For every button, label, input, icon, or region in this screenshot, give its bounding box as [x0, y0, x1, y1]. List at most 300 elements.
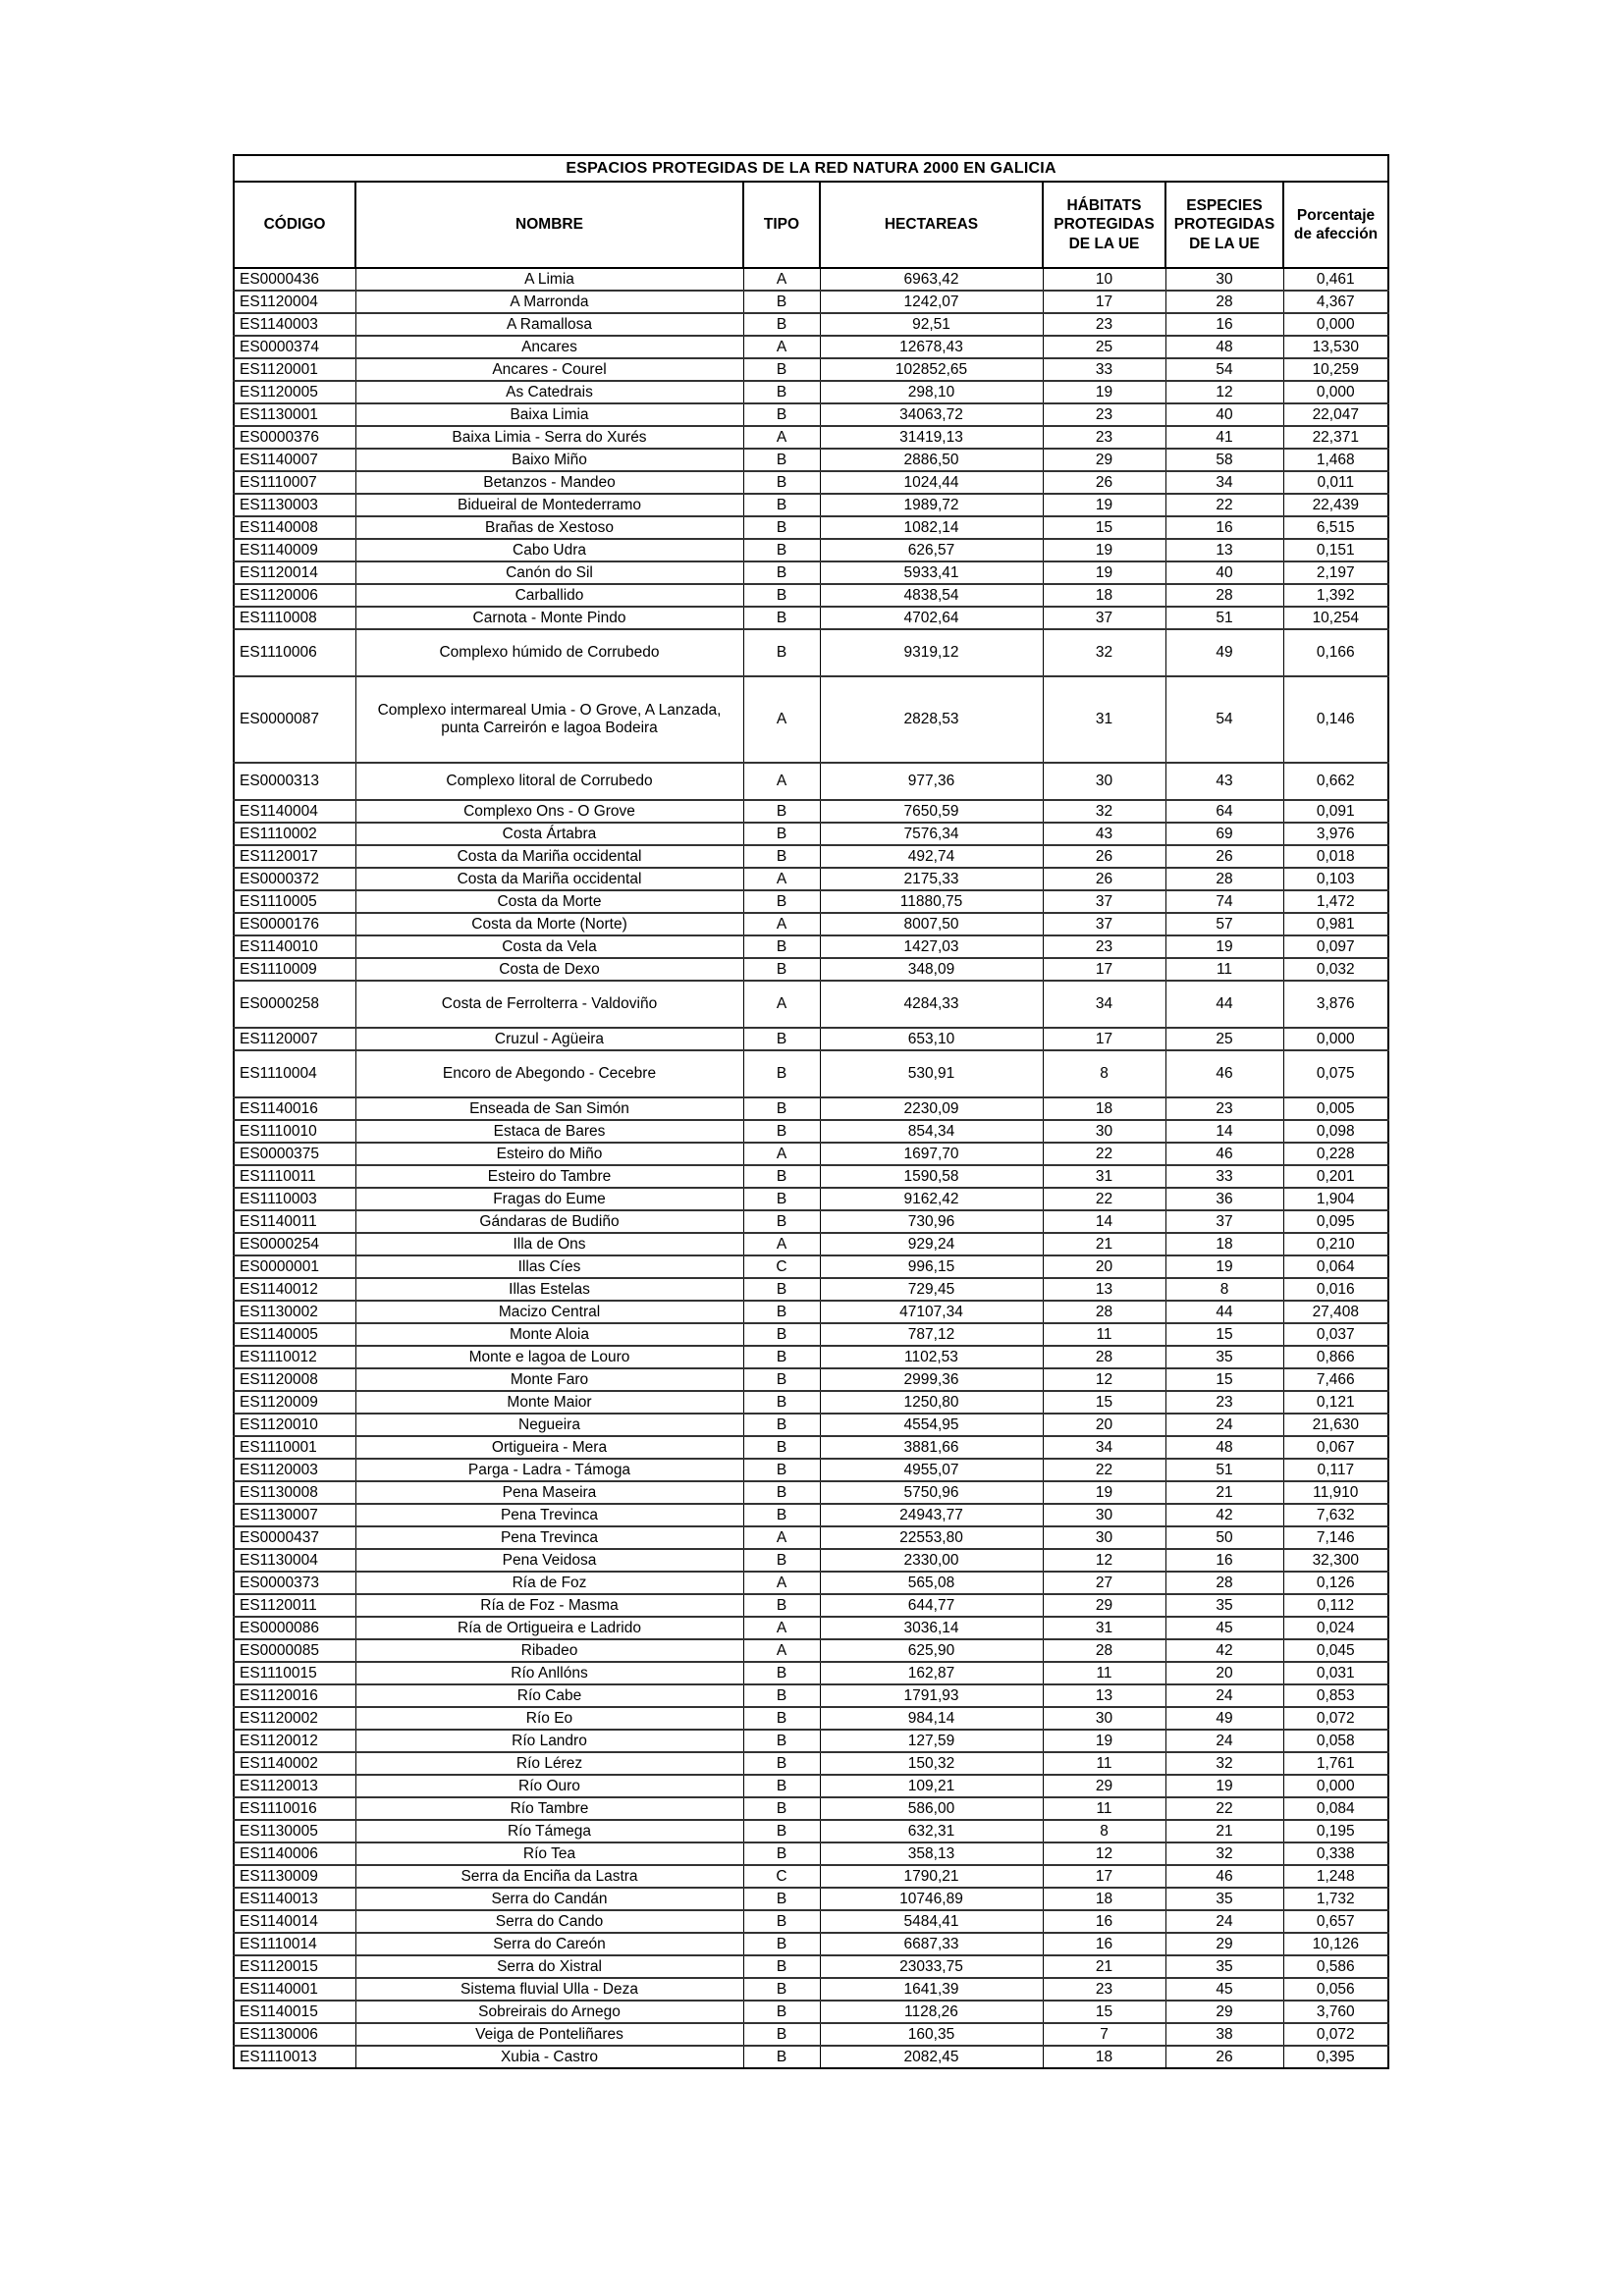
cell-tipo: B: [743, 449, 820, 471]
cell-codigo: ES1130005: [234, 1820, 355, 1842]
cell-habitats: 21: [1043, 1955, 1165, 1978]
cell-hectareas: 10746,89: [820, 1888, 1043, 1910]
cell-habitats: 22: [1043, 1188, 1165, 1210]
cell-tipo: B: [743, 1549, 820, 1572]
cell-hectareas: 109,21: [820, 1775, 1043, 1797]
cell-tipo: B: [743, 1797, 820, 1820]
cell-porcentaje: 1,248: [1283, 1865, 1388, 1888]
cell-porcentaje: 0,228: [1283, 1143, 1388, 1165]
cell-codigo: ES1110008: [234, 607, 355, 629]
cell-especies: 46: [1165, 1865, 1283, 1888]
cell-tipo: B: [743, 800, 820, 823]
cell-tipo: B: [743, 1323, 820, 1346]
cell-especies: 28: [1165, 1572, 1283, 1594]
table-row: [234, 958, 1388, 981]
cell-nombre: Río Cabe: [355, 1684, 743, 1707]
cell-hectareas: 929,24: [820, 1233, 1043, 1255]
cell-nombre: Costa da Vela: [355, 935, 743, 958]
cell-codigo: ES1130007: [234, 1504, 355, 1526]
cell-tipo: B: [743, 845, 820, 868]
cell-hectareas: 7576,34: [820, 823, 1043, 845]
cell-hectareas: 977,36: [820, 763, 1043, 800]
cell-nombre: Ría de Foz: [355, 1572, 743, 1594]
cell-habitats: 22: [1043, 1459, 1165, 1481]
table-row: [234, 1707, 1388, 1730]
cell-nombre: Baixa Limia - Serra do Xurés: [355, 426, 743, 449]
cell-habitats: 11: [1043, 1797, 1165, 1820]
cell-habitats: 8: [1043, 1820, 1165, 1842]
cell-nombre: Macizo Central: [355, 1301, 743, 1323]
cell-nombre: Baixo Miño: [355, 449, 743, 471]
cell-porcentaje: 0,586: [1283, 1955, 1388, 1978]
cell-especies: 20: [1165, 1662, 1283, 1684]
table-row: [234, 494, 1388, 516]
cell-habitats: 26: [1043, 471, 1165, 494]
cell-codigo: ES1140008: [234, 516, 355, 539]
cell-especies: 32: [1165, 1752, 1283, 1775]
cell-tipo: A: [743, 268, 820, 291]
cell-tipo: B: [743, 1050, 820, 1097]
cell-tipo: A: [743, 336, 820, 358]
cell-codigo: ES1140013: [234, 1888, 355, 1910]
cell-hectareas: 1024,44: [820, 471, 1043, 494]
cell-especies: 22: [1165, 494, 1283, 516]
cell-habitats: 28: [1043, 1346, 1165, 1368]
cell-nombre: Ría de Foz - Masma: [355, 1594, 743, 1617]
table-row: [234, 935, 1388, 958]
cell-hectareas: 162,87: [820, 1662, 1043, 1684]
cell-tipo: B: [743, 1436, 820, 1459]
cell-porcentaje: 0,662: [1283, 763, 1388, 800]
cell-habitats: 20: [1043, 1414, 1165, 1436]
cell-habitats: 26: [1043, 845, 1165, 868]
table-row: [234, 1301, 1388, 1323]
cell-codigo: ES1130001: [234, 403, 355, 426]
cell-codigo: ES1140011: [234, 1210, 355, 1233]
natura2000-table-container: [233, 154, 1389, 2069]
cell-codigo: ES1120014: [234, 561, 355, 584]
cell-codigo: ES1110011: [234, 1165, 355, 1188]
cell-codigo: ES0000372: [234, 868, 355, 890]
cell-tipo: B: [743, 1955, 820, 1978]
cell-nombre: Cruzul - Agüeira: [355, 1028, 743, 1050]
cell-tipo: B: [743, 1842, 820, 1865]
cell-especies: 23: [1165, 1097, 1283, 1120]
cell-especies: 8: [1165, 1278, 1283, 1301]
table-row: [234, 845, 1388, 868]
cell-porcentaje: 0,338: [1283, 1842, 1388, 1865]
cell-porcentaje: 0,981: [1283, 913, 1388, 935]
cell-porcentaje: 1,904: [1283, 1188, 1388, 1210]
cell-nombre: Costa da Mariña occidental: [355, 845, 743, 868]
header-hectareas: HECTAREAS: [820, 182, 1043, 268]
cell-habitats: 11: [1043, 1323, 1165, 1346]
cell-codigo: ES0000254: [234, 1233, 355, 1255]
cell-habitats: 18: [1043, 1888, 1165, 1910]
cell-especies: 15: [1165, 1323, 1283, 1346]
cell-porcentaje: 7,466: [1283, 1368, 1388, 1391]
cell-tipo: B: [743, 1301, 820, 1323]
cell-codigo: ES1120002: [234, 1707, 355, 1730]
cell-tipo: B: [743, 2046, 820, 2068]
cell-codigo: ES0000313: [234, 763, 355, 800]
cell-porcentaje: 10,126: [1283, 1933, 1388, 1955]
table-row: [234, 1549, 1388, 1572]
cell-hectareas: 22553,80: [820, 1526, 1043, 1549]
table-row: [234, 1165, 1388, 1188]
cell-habitats: 34: [1043, 1436, 1165, 1459]
cell-porcentaje: 0,097: [1283, 935, 1388, 958]
cell-codigo: ES1140002: [234, 1752, 355, 1775]
cell-codigo: ES1140004: [234, 800, 355, 823]
cell-nombre: Estaca de Bares: [355, 1120, 743, 1143]
cell-nombre: Sobreirais do Arnego: [355, 2001, 743, 2023]
cell-tipo: B: [743, 1028, 820, 1050]
cell-codigo: ES1140005: [234, 1323, 355, 1346]
cell-porcentaje: 0,395: [1283, 2046, 1388, 2068]
cell-nombre: Costa da Mariña occidental: [355, 868, 743, 890]
table-row: [234, 1255, 1388, 1278]
table-row: [234, 1459, 1388, 1481]
cell-codigo: ES1110005: [234, 890, 355, 913]
cell-habitats: 23: [1043, 1978, 1165, 2001]
cell-nombre: Costa de Ferrolterra - Valdoviño: [355, 981, 743, 1028]
cell-nombre: Pena Trevinca: [355, 1526, 743, 1549]
table-row: [234, 2023, 1388, 2046]
cell-nombre: Encoro de Abegondo - Cecebre: [355, 1050, 743, 1097]
cell-codigo: ES1130008: [234, 1481, 355, 1504]
table-row: [234, 516, 1388, 539]
cell-porcentaje: 10,254: [1283, 607, 1388, 629]
cell-especies: 35: [1165, 1955, 1283, 1978]
table-row: [234, 800, 1388, 823]
cell-habitats: 31: [1043, 1165, 1165, 1188]
cell-porcentaje: 0,075: [1283, 1050, 1388, 1097]
cell-tipo: C: [743, 1865, 820, 1888]
cell-especies: 49: [1165, 629, 1283, 676]
cell-nombre: Fragas do Eume: [355, 1188, 743, 1210]
cell-habitats: 31: [1043, 1617, 1165, 1639]
cell-habitats: 28: [1043, 1301, 1165, 1323]
table-row: [234, 381, 1388, 403]
cell-tipo: B: [743, 291, 820, 313]
cell-nombre: Pena Trevinca: [355, 1504, 743, 1526]
cell-codigo: ES1120006: [234, 584, 355, 607]
cell-tipo: B: [743, 1210, 820, 1233]
cell-hectareas: 730,96: [820, 1210, 1043, 1233]
table-row: [234, 2001, 1388, 2023]
table-row: [234, 1481, 1388, 1504]
cell-especies: 12: [1165, 381, 1283, 403]
cell-tipo: A: [743, 1572, 820, 1594]
table-body: [234, 268, 1388, 2068]
table-row: [234, 1391, 1388, 1414]
cell-habitats: 21: [1043, 1233, 1165, 1255]
cell-nombre: Gándaras de Budiño: [355, 1210, 743, 1233]
cell-especies: 24: [1165, 1684, 1283, 1707]
cell-porcentaje: 0,000: [1283, 313, 1388, 336]
table-row: [234, 471, 1388, 494]
cell-tipo: A: [743, 1526, 820, 1549]
table-row: [234, 1504, 1388, 1526]
cell-tipo: B: [743, 607, 820, 629]
cell-tipo: B: [743, 1730, 820, 1752]
cell-codigo: ES1110006: [234, 629, 355, 676]
cell-habitats: 19: [1043, 561, 1165, 584]
cell-hectareas: 1427,03: [820, 935, 1043, 958]
cell-tipo: B: [743, 516, 820, 539]
cell-nombre: Río Landro: [355, 1730, 743, 1752]
cell-especies: 40: [1165, 561, 1283, 584]
table-row: [234, 1346, 1388, 1368]
cell-nombre: Sistema fluvial Ulla - Deza: [355, 1978, 743, 2001]
cell-hectareas: 1242,07: [820, 291, 1043, 313]
cell-hectareas: 1641,39: [820, 1978, 1043, 2001]
cell-codigo: ES1110004: [234, 1050, 355, 1097]
cell-tipo: A: [743, 426, 820, 449]
cell-hectareas: 4702,64: [820, 607, 1043, 629]
cell-tipo: B: [743, 1594, 820, 1617]
cell-codigo: ES1110009: [234, 958, 355, 981]
cell-tipo: B: [743, 1752, 820, 1775]
cell-codigo: ES1120015: [234, 1955, 355, 1978]
table-row: [234, 1414, 1388, 1436]
cell-habitats: 19: [1043, 1730, 1165, 1752]
cell-nombre: Illa de Ons: [355, 1233, 743, 1255]
cell-especies: 46: [1165, 1143, 1283, 1165]
cell-especies: 28: [1165, 291, 1283, 313]
cell-codigo: ES1120003: [234, 1459, 355, 1481]
cell-habitats: 26: [1043, 868, 1165, 890]
table-row: [234, 403, 1388, 426]
cell-hectareas: 3881,66: [820, 1436, 1043, 1459]
cell-habitats: 19: [1043, 1481, 1165, 1504]
cell-hectareas: 530,91: [820, 1050, 1043, 1097]
cell-codigo: ES1140010: [234, 935, 355, 958]
cell-tipo: B: [743, 2023, 820, 2046]
cell-codigo: ES1110003: [234, 1188, 355, 1210]
cell-codigo: ES1110001: [234, 1436, 355, 1459]
cell-porcentaje: 0,018: [1283, 845, 1388, 868]
cell-habitats: 20: [1043, 1255, 1165, 1278]
cell-codigo: ES1120010: [234, 1414, 355, 1436]
cell-especies: 18: [1165, 1233, 1283, 1255]
cell-tipo: B: [743, 561, 820, 584]
cell-especies: 32: [1165, 1842, 1283, 1865]
table-row: [234, 1865, 1388, 1888]
cell-nombre: Ancares: [355, 336, 743, 358]
cell-porcentaje: 0,103: [1283, 868, 1388, 890]
cell-habitats: 7: [1043, 2023, 1165, 2046]
cell-nombre: Carballido: [355, 584, 743, 607]
cell-porcentaje: 0,000: [1283, 1028, 1388, 1050]
cell-nombre: Serra da Enciña da Lastra: [355, 1865, 743, 1888]
table-row: [234, 561, 1388, 584]
cell-habitats: 32: [1043, 800, 1165, 823]
cell-tipo: B: [743, 1888, 820, 1910]
cell-especies: 44: [1165, 981, 1283, 1028]
table-row: [234, 1210, 1388, 1233]
cell-codigo: ES1130009: [234, 1865, 355, 1888]
cell-hectareas: 298,10: [820, 381, 1043, 403]
cell-especies: 57: [1165, 913, 1283, 935]
cell-tipo: B: [743, 1978, 820, 2001]
natura2000-table: [233, 154, 1389, 2069]
cell-especies: 24: [1165, 1414, 1283, 1436]
cell-especies: 42: [1165, 1504, 1283, 1526]
table-row: [234, 426, 1388, 449]
cell-hectareas: 1590,58: [820, 1165, 1043, 1188]
cell-hectareas: 11880,75: [820, 890, 1043, 913]
cell-porcentaje: 0,126: [1283, 1572, 1388, 1594]
table-row: [234, 1978, 1388, 2001]
cell-hectareas: 358,13: [820, 1842, 1043, 1865]
cell-tipo: A: [743, 1233, 820, 1255]
cell-nombre: Serra do Careón: [355, 1933, 743, 1955]
cell-porcentaje: 0,210: [1283, 1233, 1388, 1255]
table-row: [234, 1888, 1388, 1910]
cell-nombre: A Marronda: [355, 291, 743, 313]
cell-porcentaje: 0,058: [1283, 1730, 1388, 1752]
cell-nombre: Río Anllóns: [355, 1662, 743, 1684]
cell-codigo: ES1140006: [234, 1842, 355, 1865]
cell-especies: 35: [1165, 1594, 1283, 1617]
cell-habitats: 37: [1043, 890, 1165, 913]
cell-codigo: ES1120005: [234, 381, 355, 403]
cell-codigo: ES1140001: [234, 1978, 355, 2001]
cell-nombre: Enseada de San Simón: [355, 1097, 743, 1120]
cell-tipo: B: [743, 381, 820, 403]
cell-codigo: ES1140016: [234, 1097, 355, 1120]
cell-nombre: Cabo Udra: [355, 539, 743, 561]
cell-nombre: Pena Veidosa: [355, 1549, 743, 1572]
cell-hectareas: 5933,41: [820, 561, 1043, 584]
cell-habitats: 10: [1043, 268, 1165, 291]
table-row: [234, 1662, 1388, 1684]
cell-porcentaje: 11,910: [1283, 1481, 1388, 1504]
table-row: [234, 1594, 1388, 1617]
cell-tipo: B: [743, 1165, 820, 1188]
cell-tipo: B: [743, 935, 820, 958]
cell-tipo: A: [743, 763, 820, 800]
cell-porcentaje: 0,000: [1283, 381, 1388, 403]
cell-habitats: 19: [1043, 381, 1165, 403]
cell-especies: 45: [1165, 1617, 1283, 1639]
header-especies: ESPECIES PROTEGIDAS DE LA UE: [1165, 182, 1283, 268]
cell-porcentaje: 0,084: [1283, 1797, 1388, 1820]
cell-habitats: 16: [1043, 1910, 1165, 1933]
cell-especies: 21: [1165, 1820, 1283, 1842]
cell-habitats: 16: [1043, 1933, 1165, 1955]
cell-habitats: 28: [1043, 1639, 1165, 1662]
cell-especies: 22: [1165, 1797, 1283, 1820]
cell-hectareas: 12678,43: [820, 336, 1043, 358]
cell-nombre: Betanzos - Mandeo: [355, 471, 743, 494]
cell-tipo: C: [743, 1255, 820, 1278]
table-row: [234, 1617, 1388, 1639]
cell-codigo: ES0000176: [234, 913, 355, 935]
cell-hectareas: 4955,07: [820, 1459, 1043, 1481]
table-row: [234, 449, 1388, 471]
cell-tipo: B: [743, 471, 820, 494]
cell-codigo: ES1140012: [234, 1278, 355, 1301]
cell-porcentaje: 0,866: [1283, 1346, 1388, 1368]
cell-hectareas: 644,77: [820, 1594, 1043, 1617]
cell-especies: 50: [1165, 1526, 1283, 1549]
header-codigo: CÓDIGO: [234, 182, 355, 268]
cell-tipo: B: [743, 494, 820, 516]
table-row: [234, 913, 1388, 935]
cell-hectareas: 653,10: [820, 1028, 1043, 1050]
cell-codigo: ES1120001: [234, 358, 355, 381]
cell-habitats: 17: [1043, 1865, 1165, 1888]
cell-porcentaje: 0,461: [1283, 268, 1388, 291]
cell-hectareas: 625,90: [820, 1639, 1043, 1662]
cell-especies: 42: [1165, 1639, 1283, 1662]
cell-hectareas: 1989,72: [820, 494, 1043, 516]
cell-habitats: 27: [1043, 1572, 1165, 1594]
cell-especies: 16: [1165, 313, 1283, 336]
cell-habitats: 43: [1043, 823, 1165, 845]
cell-codigo: ES0000374: [234, 336, 355, 358]
cell-habitats: 15: [1043, 1391, 1165, 1414]
cell-porcentaje: 3,760: [1283, 2001, 1388, 2023]
cell-especies: 48: [1165, 336, 1283, 358]
table-row: [234, 1955, 1388, 1978]
cell-nombre: Ancares - Courel: [355, 358, 743, 381]
cell-porcentaje: 0,024: [1283, 1617, 1388, 1639]
cell-habitats: 12: [1043, 1842, 1165, 1865]
cell-porcentaje: 0,032: [1283, 958, 1388, 981]
cell-habitats: 37: [1043, 607, 1165, 629]
cell-codigo: ES0000258: [234, 981, 355, 1028]
cell-especies: 54: [1165, 358, 1283, 381]
table-row: [234, 1775, 1388, 1797]
cell-hectareas: 348,09: [820, 958, 1043, 981]
cell-codigo: ES1110012: [234, 1346, 355, 1368]
table-row: [234, 1050, 1388, 1097]
cell-especies: 26: [1165, 845, 1283, 868]
cell-tipo: B: [743, 1278, 820, 1301]
cell-nombre: Baixa Limia: [355, 403, 743, 426]
cell-tipo: B: [743, 1820, 820, 1842]
cell-tipo: B: [743, 1368, 820, 1391]
cell-hectareas: 996,15: [820, 1255, 1043, 1278]
cell-nombre: Costa Ártabra: [355, 823, 743, 845]
cell-hectareas: 1250,80: [820, 1391, 1043, 1414]
cell-nombre: Costa da Morte: [355, 890, 743, 913]
cell-porcentaje: 22,439: [1283, 494, 1388, 516]
cell-porcentaje: 1,732: [1283, 1888, 1388, 1910]
cell-hectareas: 2999,36: [820, 1368, 1043, 1391]
cell-hectareas: 150,32: [820, 1752, 1043, 1775]
cell-porcentaje: 1,472: [1283, 890, 1388, 913]
cell-hectareas: 2082,45: [820, 2046, 1043, 2068]
cell-codigo: ES1120009: [234, 1391, 355, 1414]
cell-tipo: A: [743, 1639, 820, 1662]
table-row: [234, 607, 1388, 629]
cell-especies: 45: [1165, 1978, 1283, 2001]
table-row: [234, 1120, 1388, 1143]
cell-tipo: B: [743, 1775, 820, 1797]
table-row: [234, 1028, 1388, 1050]
cell-especies: 40: [1165, 403, 1283, 426]
cell-habitats: 32: [1043, 629, 1165, 676]
cell-especies: 64: [1165, 800, 1283, 823]
table-header-row: [234, 182, 1388, 268]
cell-hectareas: 7650,59: [820, 800, 1043, 823]
cell-habitats: 30: [1043, 1504, 1165, 1526]
